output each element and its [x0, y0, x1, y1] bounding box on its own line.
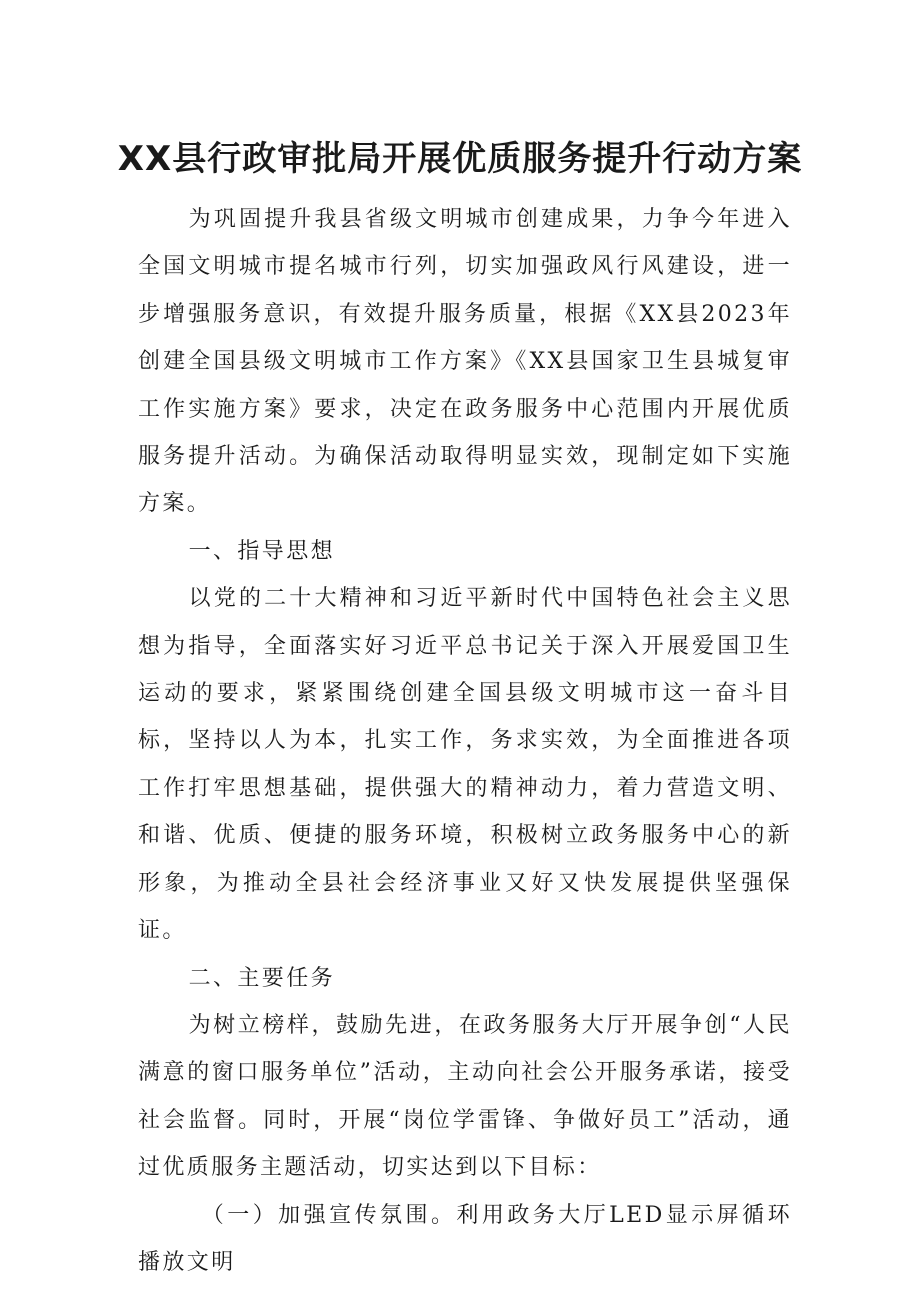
intro-paragraph: 为巩固提升我县省级文明城市创建成果，力争今年进入全国文明城市提名城市行列，切实加强政风行风建设，进一步增强服务意识，有效提升服务质量，根据《XX县2023年创建全国县级文明城市工作方案》《XX县国家卫生县城复审工作实施方案》要求，决定在政务服务中心范围内开展优质服务提升活动。为确保活动取得明显实效，现制定如下实施方案。 — [138, 207, 792, 517]
section-heading-main-tasks: 二、主要任务 — [188, 965, 335, 991]
document-title: XX县行政审批局开展优质服务提升行动方案 — [117, 139, 803, 179]
subsection-strengthen-publicity: （一）加强宣传氛围。利用政务大厅LED显示屏循环播放文明 — [138, 1202, 792, 1275]
guiding-ideology-paragraph: 以党的二十大精神和习近平新时代中国特色社会主义思想为指导，全面落实好习近平总书记关于深入开展爱国卫生运动的要求，紧紧围绕创建全国县级文明城市这一奋斗目标，坚持以人为本，扎实工作，务求实效，为全面推进各项工作打牢思想基础，提供强大的精神动力，着力营造文明、和谐、优质、便捷的服务环境，积极树立政务服务中心的新形象，为推动全县社会经济事业又好又快发展提供坚强保证。 — [138, 586, 792, 944]
document-body — [138, 196, 792, 1286]
section-heading-guiding-ideology: 一、指导思想 — [188, 538, 335, 564]
main-tasks-paragraph: 为树立榜样，鼓励先进，在政务服务大厅开展争创“人民满意的窗口服务单位”活动，主动向社会公开服务承诺，接受社会监督。同时，开展“岗位学雷锋、争做好员工”活动，通过优质服务主题活动，切实达到以下目标： — [138, 1012, 792, 1181]
